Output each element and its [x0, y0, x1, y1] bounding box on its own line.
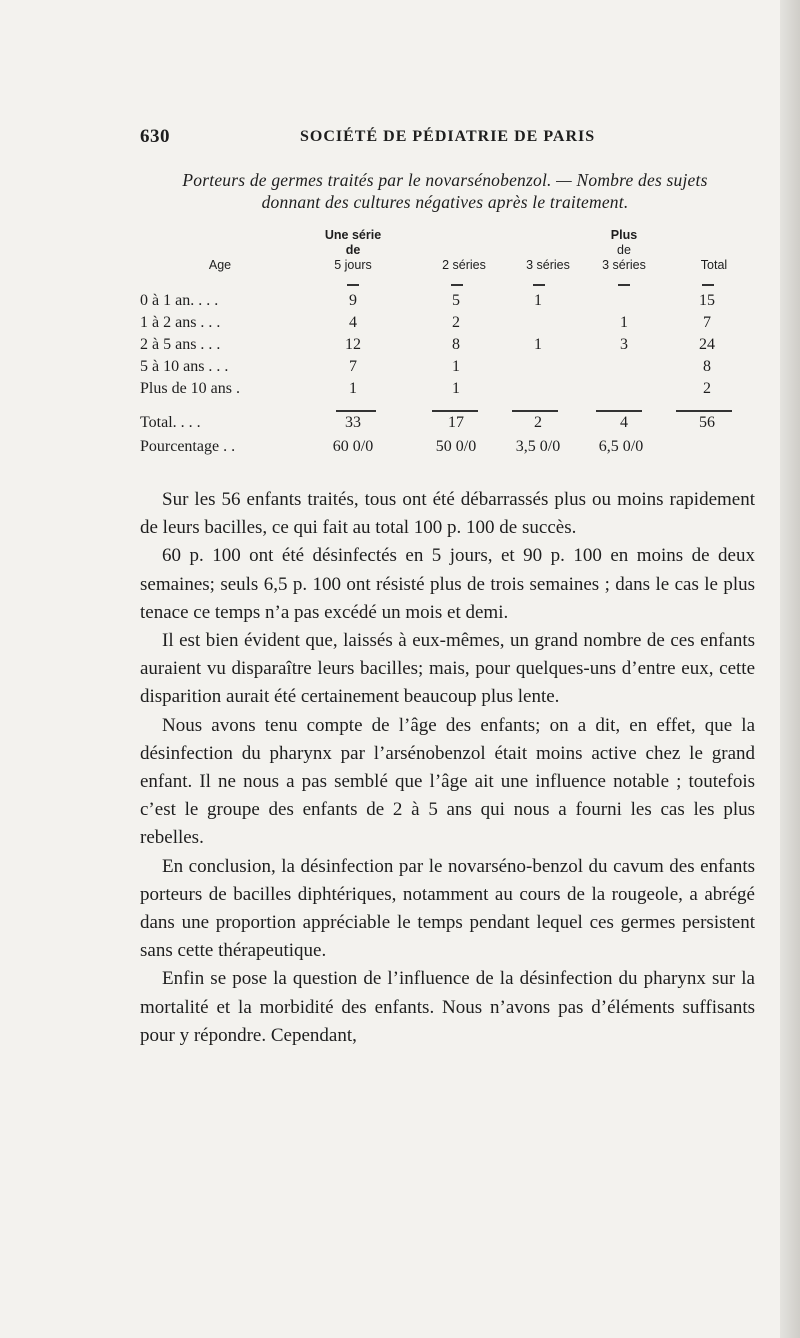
- cell-2-series: 8: [452, 336, 460, 353]
- cell-plus-3-series: 6,5 0/0: [598, 438, 644, 455]
- cell-3-series: 1: [534, 336, 542, 353]
- cell-2-series: 1: [452, 358, 460, 375]
- header-col1-line1: Une série: [324, 228, 382, 242]
- results-table: [140, 228, 760, 468]
- cell-2-series: 2: [452, 314, 460, 331]
- table-row: [140, 380, 760, 402]
- cell-3-series: 2: [534, 414, 542, 431]
- cell-5-jours: 9: [349, 292, 357, 309]
- row-label: 1 à 2 ans . . .: [140, 314, 221, 331]
- sum-rule: [432, 410, 478, 412]
- header-col4-line1: Plus: [610, 228, 638, 242]
- cell-5-jours: 12: [345, 336, 361, 353]
- header-dash: [618, 284, 630, 286]
- header-dash: [702, 284, 714, 286]
- table-caption-line-1: Porteurs de germes traités par le novarsénobenzol. — Nombre des sujets: [182, 170, 708, 190]
- page-edge: [780, 0, 800, 1338]
- total-row: [140, 414, 760, 436]
- cell-total: 7: [703, 314, 711, 331]
- header-col3: 3 séries: [526, 258, 570, 272]
- paragraph: En conclusion, la désinfection par le novarséno-benzol du cavum des enfants porteurs de bacilles diphtériques, notamment au cours de la rougeole, a abrégé dans une proportion appréciable le temps pendant lequel ces germes persistent sans cette thérapeutique.: [140, 855, 755, 962]
- page-header: [140, 126, 740, 150]
- cell-total: 8: [703, 358, 711, 375]
- cell-3-series: 1: [534, 292, 542, 309]
- cell-total: 15: [699, 292, 715, 309]
- cell-2-series: 5: [452, 292, 460, 309]
- table-caption-line-2: donnant des cultures négatives après le traitement.: [261, 192, 629, 212]
- row-label: 2 à 5 ans . . .: [140, 336, 221, 353]
- cell-plus-3-series: 3: [620, 336, 628, 353]
- header-dash: [347, 284, 359, 286]
- header-col4-line2: de: [617, 243, 631, 257]
- cell-total: 2: [703, 380, 711, 397]
- row-label: 5 à 10 ans . . .: [140, 358, 229, 375]
- row-label: Plus de 10 ans .: [140, 380, 240, 397]
- cell-total: 56: [699, 414, 715, 431]
- cell-5-jours: 60 0/0: [332, 438, 374, 455]
- page-number: 630: [140, 126, 170, 147]
- row-label: 0 à 1 an. . . .: [140, 292, 219, 309]
- header-col4-line3: 3 séries: [602, 258, 646, 272]
- header-dash: [451, 284, 463, 286]
- paragraph: Nous avons tenu compte de l’âge des enfants; on a dit, en effet, que la désinfection du pharynx par l’arsénobenzol était moins active chez le grand enfant. Il ne nous a pas semblé que l’âge ait une influence notable ; toutefois c’est le groupe des enfants de 2 à 5 ans qui nous a fourni les cas les plus rebelles.: [140, 714, 755, 849]
- sum-rule: [596, 410, 642, 412]
- sum-rule: [512, 410, 558, 412]
- header-col5: Total: [700, 258, 728, 272]
- paragraph: 60 p. 100 ont été désinfectés en 5 jours, et 90 p. 100 en moins de deux semaines; seuls 6,5 p. 100 ont résisté plus de trois semaines ; dans le cas le plus tenace ce temps n’a pas excédé un mois et demi.: [140, 545, 755, 623]
- table-row: [140, 358, 760, 380]
- sum-rule: [336, 410, 376, 412]
- row-label: Pourcentage . .: [140, 438, 236, 455]
- cell-5-jours: 1: [349, 380, 357, 397]
- table-row: [140, 314, 760, 336]
- paragraph: Enfin se pose la question de l’influence de la désinfection du pharynx sur la mortalité et la morbidité des enfants. Nous n’avons pas d’éléments suffisants pour y répondre. Cependant,: [140, 968, 755, 1046]
- header-col1-line2: de: [345, 243, 361, 257]
- table-row: [140, 292, 760, 314]
- cell-5-jours: 4: [349, 314, 357, 331]
- cell-3-series: 3,5 0/0: [515, 438, 561, 455]
- header-age: Age: [208, 258, 232, 272]
- table-row: [140, 336, 760, 358]
- header-dash: [533, 284, 545, 286]
- sum-rule: [676, 410, 732, 412]
- cell-5-jours: 7: [349, 358, 357, 375]
- paragraph: Il est bien évident que, laissés à eux-mêmes, un grand nombre de ces enfants auraient vu disparaître leurs bacilles; mais, pour quelques-uns d’entre eux, cette disparition aurait été certainement beaucoup plus lente.: [140, 630, 755, 708]
- header-col2: 2 séries: [442, 258, 486, 272]
- percentage-row: [140, 438, 760, 460]
- paragraph: Sur les 56 enfants traités, tous ont été débarrassés plus ou moins rapidement de leurs bacilles, ce qui fait au total 100 p. 100 de succès.: [140, 489, 755, 539]
- row-label: Total. . . .: [140, 414, 201, 431]
- cell-plus-3-series: 4: [620, 414, 628, 431]
- cell-plus-3-series: 1: [620, 314, 628, 331]
- cell-2-series: 50 0/0: [435, 438, 477, 455]
- cell-total: 24: [699, 336, 715, 353]
- running-title: SOCIÉTÉ DE PÉDIATRIE DE PARIS: [300, 128, 596, 145]
- cell-5-jours: 33: [345, 414, 361, 431]
- cell-2-series: 1: [452, 380, 460, 397]
- body-text: [140, 486, 755, 1050]
- header-col1-line3: 5 jours: [334, 258, 372, 272]
- cell-2-series: 17: [448, 414, 464, 431]
